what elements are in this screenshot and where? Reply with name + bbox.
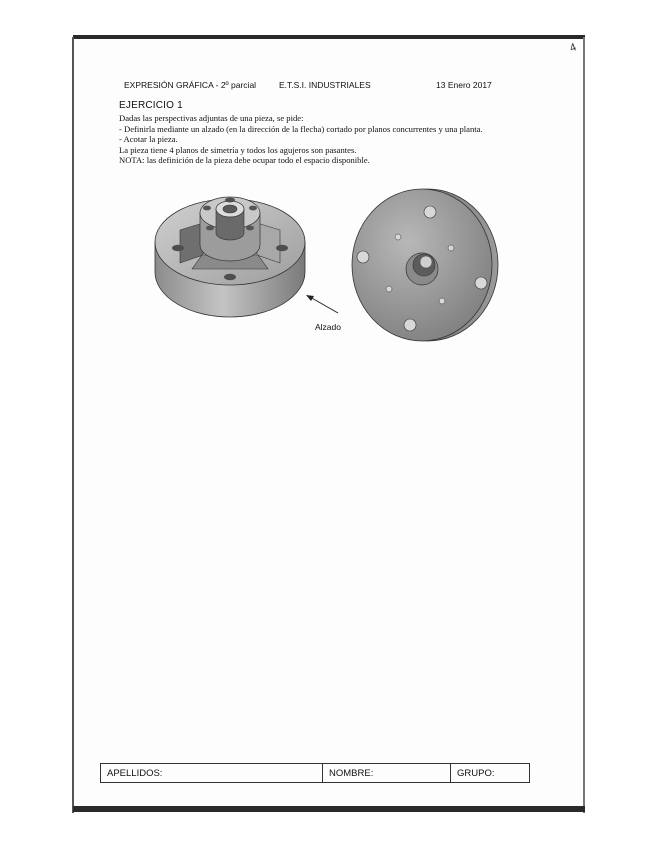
grupo-field[interactable] [451, 764, 529, 782]
page-corner-mark: 4 [568, 41, 578, 55]
statement-line: Dadas las perspectivas adjuntas de una pieza, se pide: [119, 113, 304, 123]
nombre-field[interactable] [323, 764, 451, 782]
scan-edge-left [72, 37, 74, 813]
scan-edge-top [73, 35, 585, 39]
header-date: 13 Enero 2017 [436, 80, 492, 90]
isometric-view [155, 197, 305, 317]
apellidos-field[interactable] [101, 764, 323, 782]
statement-line: - Definirla mediante un alzado (en la dirección de la flecha) cortado por planos concurrentes y una planta. [119, 123, 483, 134]
statement-line: - Acotar la pieza. [119, 134, 178, 144]
exercise-statement [119, 113, 483, 166]
exercise-title: EJERCICIO 1 [119, 100, 183, 111]
student-info-box [100, 763, 530, 783]
part-perspectives-figure [150, 185, 502, 347]
apellidos-label: APELLIDOS: [107, 767, 163, 779]
alzado-label: Alzado [315, 322, 341, 332]
header-subject: EXPRESIÓN GRÁFICA - 2º parcial [124, 80, 257, 90]
nombre-label: NOMBRE: [329, 767, 374, 779]
statement-line: La pieza tiene 4 planos de simetría y todos los agujeros son pasantes. [119, 144, 357, 155]
scan-edge-bottom [73, 806, 585, 812]
disc-view [352, 189, 498, 341]
scan-edge-right [583, 37, 585, 813]
alzado-arrow [306, 295, 338, 313]
statement-line: NOTA: las definición de la pieza debe ocupar todo el espacio disponible. [119, 155, 370, 165]
grupo-label: GRUPO: [457, 767, 495, 779]
header-school: E.T.S.I. INDUSTRIALES [279, 80, 371, 90]
